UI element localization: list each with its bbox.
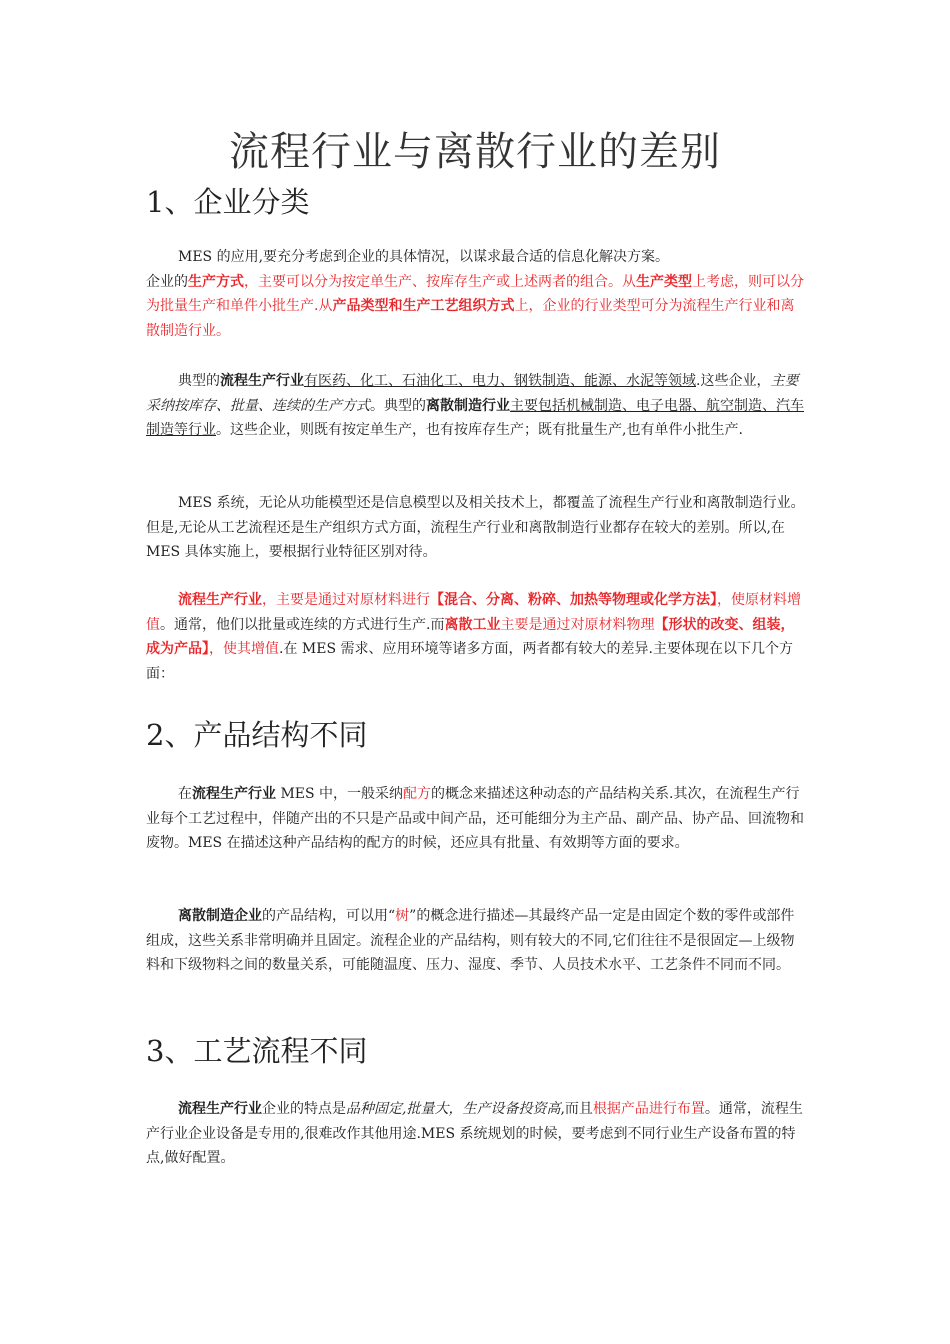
section-1-paragraph-3: MES 系统，无论从功能模型还是信息模型以及相关技术上，都覆盖了流程生产行业和离散制造行业。但是,无论从工艺流程还是生产组织方式方面，流程生产行业和离散制造行业都存在较大的差别。所以,在 MES 具体实施上，要根据行业特征区别对待。 [146, 495, 805, 561]
section-1-paragraph-4: 流程生产行业，主要是通过对原材料进行【混合、分离、粉碎、加热等物理或化学方法】，使原材料增值。通常，他们以批量或连续的方式进行生产.而离散工业主要是通过对原材料物理【形状的改变、组装，成为产品】，使其增值.在 MES 需求、应用环境等诸多方面，两者都有较大的差异.主要体现在以下几个方面： [146, 592, 801, 682]
section-heading-1: 1、企业分类 [146, 185, 310, 219]
section-2-paragraph-2: 离散制造企业的产品结构，可以用“树”的概念进行描述—其最终产品一定是由固定个数的零件或部件组成，这些关系非常明确并且固定。流程企业的产品结构，则有较大的不同,它们往往不是很固定—上级物料和下级物料之间的数量关系，可能随温度、压力、湿度、季节、人员技术水平、工艺条件不同而不同。 [146, 908, 795, 974]
section-1-paragraph-1 [146, 245, 806, 343]
section-2-paragraph-1: 在流程生产行业 MES 中，一般采纳配方的概念来描述这种动态的产品结构关系.其次，在流程生产行业每个工艺过程中，伴随产出的不只是产品或中间产品，还可能细分为主产品、副产品、协产品、回流物和废物。MES 在描述这种产品结构的配方的时候，还应具有批量、有效期等方面的要求。 [146, 786, 804, 852]
section-heading-2: 2、产品结构不同 [146, 718, 368, 752]
section-3-paragraph-1: 流程生产行业企业的特点是品种固定,批量大，生产设备投资高,而且根据产品进行布置。通常，流程生产行业企业设备是专用的,很难改作其他用途.MES 系统规划的时候，要考虑到不同行业生产设备布置的特点,做好配置。 [146, 1101, 803, 1167]
section-heading-3: 3、工艺流程不同 [146, 1034, 368, 1068]
section-1-paragraph-2: 典型的流程生产行业有医药、化工、石油化工、电力、钢铁制造、能源、水泥等领域.这些企业，主要采纳按库存、批量、连续的生产方式。典型的离散制造行业主要包括机械制造、电子电器、航空制造、汽车制造等行业。这些企业，则既有按定单生产，也有按库存生产；既有批量生产,也有单件小批生产. [146, 373, 804, 439]
production-mode-text: 企业的生产方式，主要可以分为按定单生产、按库存生产或上述两者的组合。从生产类型上考虑，则可以分为批量生产和单件小批生产.从产品类型和生产工艺组织方式上，企业的行业类型可分为流程生产行业和离散制造行业。 [146, 273, 804, 339]
document-title: 流程行业与离散行业的差别 [229, 129, 721, 175]
intro-line: MES 的应用,要充分考虑到企业的具体情况，以谋求最合适的信息化解决方案。 [178, 249, 670, 265]
